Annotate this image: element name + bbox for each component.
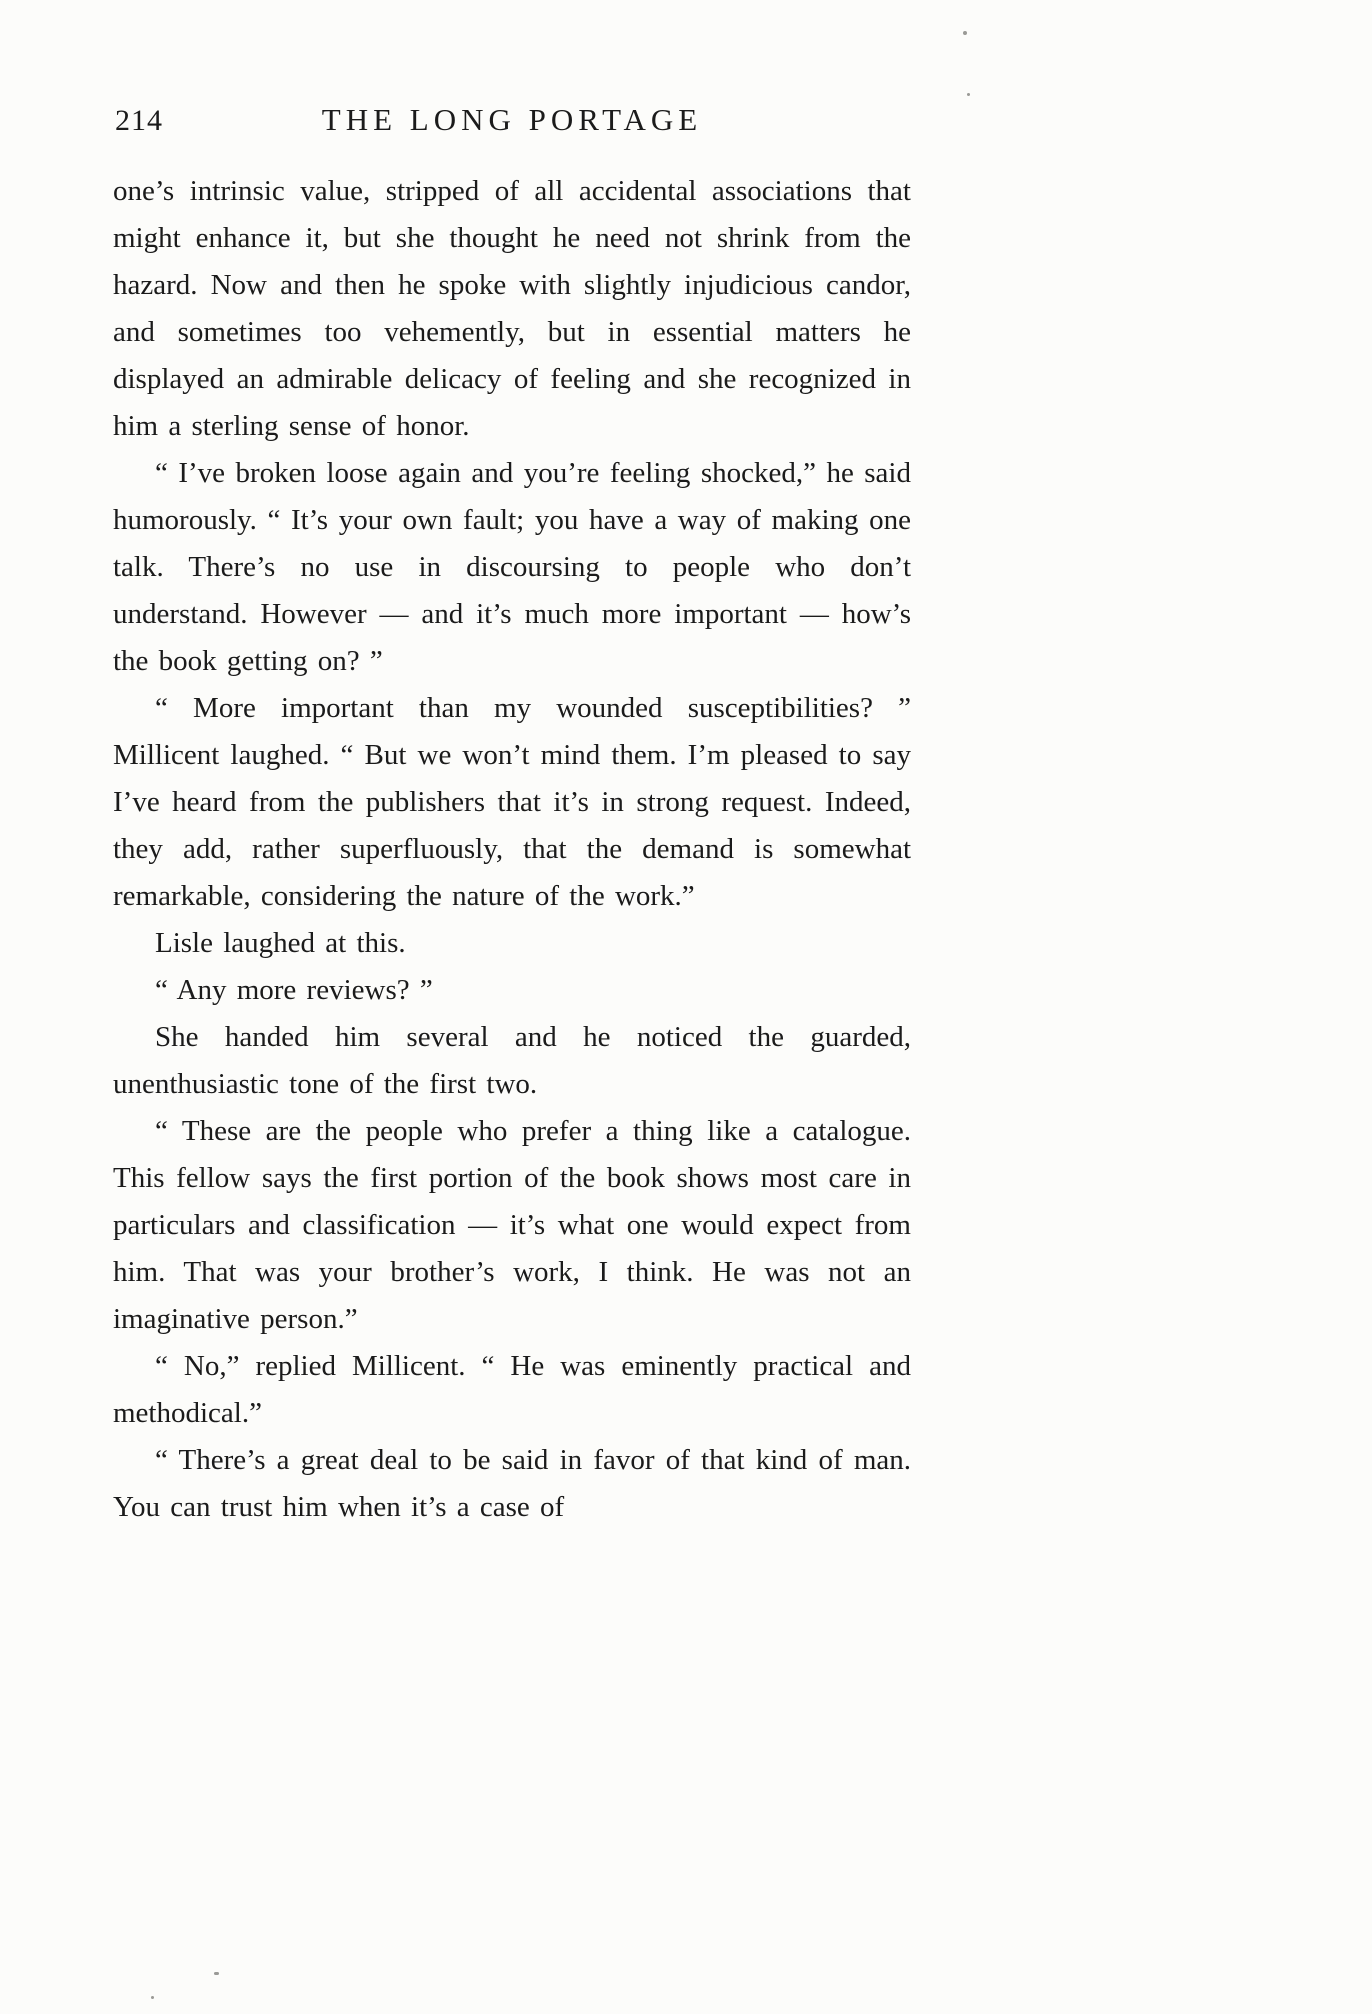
paragraph: one’s intrinsic value, stripped of all accidental associations that might enhance it, but she thought he need not shrink from the hazard. Now and then he spoke with slightly injudicious candor, and sometimes too vehemently, but in essential matters he displayed an admirable delicacy of feeling and she recognized in him a sterling sense of honor. <box>113 175 911 442</box>
paragraph: “ No,” replied Millicent. “ He was eminently practical and methodical.” <box>113 1350 911 1429</box>
paragraph: Lisle laughed at this. <box>155 927 406 959</box>
scan-speck <box>214 1972 219 1975</box>
paragraph: “ These are the people who prefer a thing like a catalogue. This fellow says the first portion of the book shows most care in particulars and classification — it’s what one would expect from him. That was your brother’s work, I think. He was not an imaginative person.” <box>113 1115 911 1335</box>
paragraph: “ I’ve broken loose again and you’re feeling shocked,” he said humorously. “ It’s your own fault; you have a way of making one talk. There’s no use in discoursing to people who don’t understand. However — and it’s much more important — how’s the book getting on? ” <box>113 457 911 677</box>
scan-speck <box>963 31 967 35</box>
page-text <box>113 168 911 1531</box>
running-title: THE LONG PORTAGE <box>321 102 703 137</box>
scan-speck <box>967 93 970 96</box>
paragraph: “ Any more reviews? ” <box>155 974 433 1006</box>
paragraph: She handed him several and he noticed the guarded, unenthusiastic tone of the first two. <box>113 1021 911 1100</box>
paragraph: “ There’s a great deal to be said in favor of that kind of man. You can trust him when it’s a case of <box>113 1444 911 1523</box>
paragraph: “ More important than my wounded susceptibilities? ” Millicent laughed. “ But we won’t mind them. I’m pleased to say I’ve heard from the publishers that it’s in strong request. Indeed, they add, rather superfluously, that the demand is somewhat remarkable, considering the nature of the work.” <box>113 692 911 912</box>
scan-speck <box>151 1996 154 1999</box>
page-number: 214 <box>115 104 163 137</box>
page-header <box>113 102 911 138</box>
